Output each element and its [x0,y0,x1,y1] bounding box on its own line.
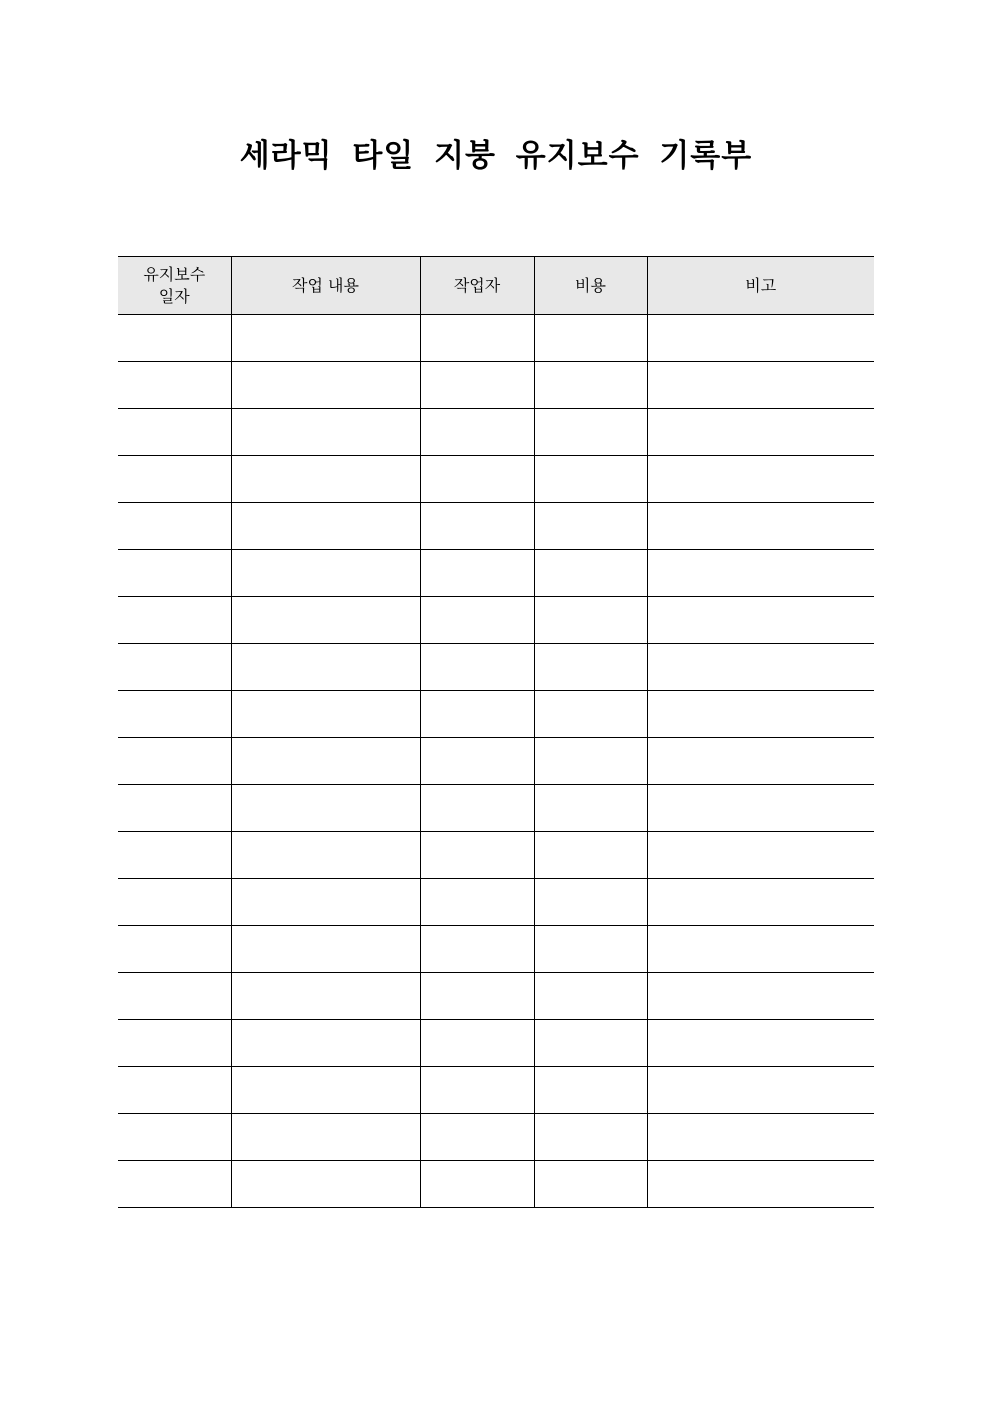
header-remarks [647,257,874,315]
maintenance-log-table [118,256,874,1208]
cell-remarks[interactable] [647,409,874,456]
cell-remarks[interactable] [647,456,874,503]
table-row [118,315,874,362]
cell-maintenance-date[interactable] [118,503,231,550]
cell-remarks[interactable] [647,644,874,691]
cell-cost[interactable] [534,691,647,738]
cell-work-content[interactable] [231,1067,420,1114]
cell-worker[interactable] [420,1020,534,1067]
cell-remarks[interactable] [647,362,874,409]
cell-cost[interactable] [534,738,647,785]
header-work-content [231,257,420,315]
header-cost [534,257,647,315]
cell-worker[interactable] [420,1161,534,1208]
cell-remarks[interactable] [647,738,874,785]
table-body [118,315,874,1208]
cell-cost[interactable] [534,832,647,879]
table-row [118,879,874,926]
table-row [118,597,874,644]
cell-worker[interactable] [420,785,534,832]
cell-remarks[interactable] [647,1067,874,1114]
header-cost-label: 비용 [575,275,606,295]
header-maintenance-date [118,257,231,315]
cell-remarks[interactable] [647,1161,874,1208]
cell-worker[interactable] [420,503,534,550]
cell-work-content[interactable] [231,879,420,926]
cell-maintenance-date[interactable] [118,1114,231,1161]
cell-worker[interactable] [420,362,534,409]
cell-maintenance-date[interactable] [118,550,231,597]
cell-maintenance-date[interactable] [118,926,231,973]
cell-work-content[interactable] [231,409,420,456]
cell-work-content[interactable] [231,456,420,503]
cell-work-content[interactable] [231,1161,420,1208]
cell-remarks[interactable] [647,832,874,879]
cell-worker[interactable] [420,926,534,973]
table-row [118,973,874,1020]
cell-cost[interactable] [534,1114,647,1161]
cell-remarks[interactable] [647,1020,874,1067]
header-row [118,257,874,315]
cell-work-content[interactable] [231,926,420,973]
cell-maintenance-date[interactable] [118,597,231,644]
cell-worker[interactable] [420,738,534,785]
cell-worker[interactable] [420,973,534,1020]
cell-worker[interactable] [420,691,534,738]
cell-work-content[interactable] [231,362,420,409]
cell-work-content[interactable] [231,550,420,597]
cell-maintenance-date[interactable] [118,1067,231,1114]
table-row [118,785,874,832]
cell-maintenance-date[interactable] [118,879,231,926]
cell-work-content[interactable] [231,738,420,785]
header-work-content-label: 작업 내용 [292,275,359,295]
cell-remarks[interactable] [647,597,874,644]
cell-cost[interactable] [534,409,647,456]
cell-cost[interactable] [534,362,647,409]
table-row [118,456,874,503]
cell-remarks[interactable] [647,503,874,550]
cell-maintenance-date[interactable] [118,738,231,785]
cell-cost[interactable] [534,503,647,550]
table-row [118,926,874,973]
table-row [118,832,874,879]
cell-maintenance-date[interactable] [118,832,231,879]
cell-remarks[interactable] [647,926,874,973]
header-worker-label: 작업자 [453,275,501,295]
cell-work-content[interactable] [231,691,420,738]
cell-remarks[interactable] [647,879,874,926]
table-row [118,362,874,409]
cell-cost[interactable] [534,926,647,973]
cell-cost[interactable] [534,1067,647,1114]
cell-cost[interactable] [534,879,647,926]
cell-worker[interactable] [420,550,534,597]
cell-maintenance-date[interactable] [118,456,231,503]
table-row [118,738,874,785]
cell-remarks[interactable] [647,315,874,362]
table-row [118,644,874,691]
cell-work-content[interactable] [231,832,420,879]
table-row [118,550,874,597]
cell-work-content[interactable] [231,315,420,362]
cell-worker[interactable] [420,644,534,691]
cell-worker[interactable] [420,1067,534,1114]
cell-cost[interactable] [534,644,647,691]
cell-maintenance-date[interactable] [118,1161,231,1208]
cell-work-content[interactable] [231,1020,420,1067]
table-row [118,1020,874,1067]
cell-maintenance-date[interactable] [118,362,231,409]
cell-worker[interactable] [420,456,534,503]
table-row [118,1161,874,1208]
cell-cost[interactable] [534,973,647,1020]
cell-cost[interactable] [534,315,647,362]
table-row [118,1114,874,1161]
cell-maintenance-date[interactable] [118,644,231,691]
cell-worker[interactable] [420,315,534,362]
cell-work-content[interactable] [231,973,420,1020]
cell-worker[interactable] [420,1114,534,1161]
cell-cost[interactable] [534,597,647,644]
cell-worker[interactable] [420,879,534,926]
cell-remarks[interactable] [647,785,874,832]
cell-cost[interactable] [534,550,647,597]
cell-cost[interactable] [534,456,647,503]
table-row [118,691,874,738]
cell-maintenance-date[interactable] [118,691,231,738]
cell-cost[interactable] [534,1161,647,1208]
cell-worker[interactable] [420,597,534,644]
cell-work-content[interactable] [231,597,420,644]
cell-worker[interactable] [420,832,534,879]
cell-work-content[interactable] [231,1114,420,1161]
cell-maintenance-date[interactable] [118,1020,231,1067]
cell-remarks[interactable] [647,973,874,1020]
cell-worker[interactable] [420,409,534,456]
document-title: 세라믹 타일 지붕 유지보수 기록부 [239,138,753,174]
table-header [118,257,874,315]
cell-maintenance-date[interactable] [118,973,231,1020]
cell-cost[interactable] [534,785,647,832]
cell-work-content[interactable] [231,644,420,691]
header-remarks-label: 비고 [745,275,777,295]
cell-remarks[interactable] [647,550,874,597]
cell-maintenance-date[interactable] [118,315,231,362]
cell-remarks[interactable] [647,1114,874,1161]
cell-remarks[interactable] [647,691,874,738]
header-maintenance-date-line2: 일자 [158,286,190,306]
cell-work-content[interactable] [231,503,420,550]
table-row [118,503,874,550]
table-row [118,1067,874,1114]
cell-work-content[interactable] [231,785,420,832]
header-worker [420,257,534,315]
cell-cost[interactable] [534,1020,647,1067]
table-row [118,409,874,456]
cell-maintenance-date[interactable] [118,785,231,832]
cell-maintenance-date[interactable] [118,409,231,456]
header-maintenance-date-line1: 유지보수 [143,264,206,284]
